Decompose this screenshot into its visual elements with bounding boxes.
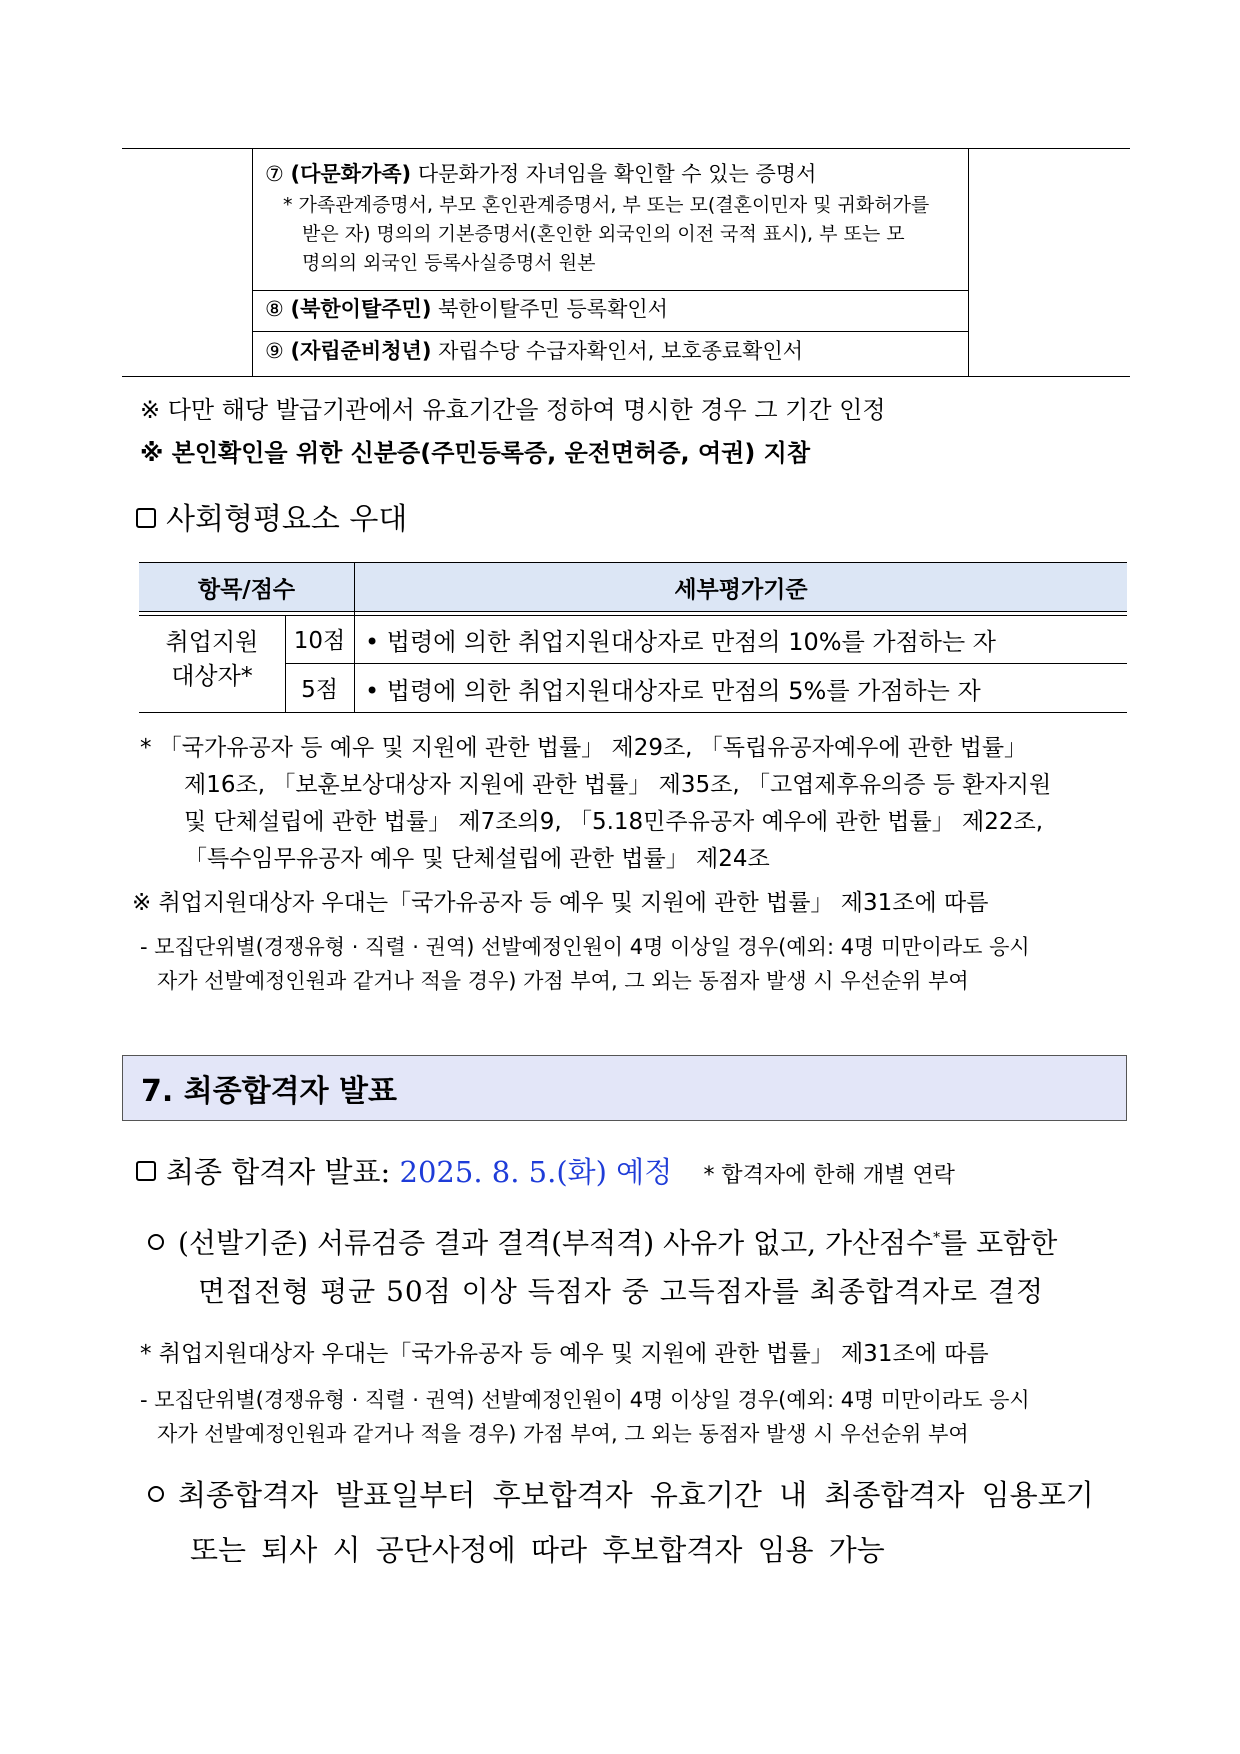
law-footnote-line-4: 「특수임무유공자 예우 및 단체설립에 관한 법률」 제24조 <box>184 846 770 872</box>
law-footnote-line-3: 및 단체설립에 관한 법률」 제7조의9, 「5.18민주유공자 예우에 관한 법률」 제22조, <box>184 809 1044 835</box>
announcement-line <box>136 1152 955 1196</box>
document-item-8: ⑧ (북한이탈주민) 북한이탈주민 등록확인서 <box>265 297 668 321</box>
section7-preference-note: * 취업지원대상자 우대는「국가유공자 등 예우 및 지원에 관한 법률」 제31조에 따름 <box>140 1341 989 1367</box>
document-item-7: ⑦ (다문화가족) 다문화가정 자녀임을 확인할 수 있는 증명서 <box>265 162 817 186</box>
id-card-note: ※ 본인확인을 위한 신분증(주민등록증, 운전면허증, 여권) 지참 <box>140 439 811 467</box>
social-section-title: 사회형평요소 우대 <box>136 500 407 540</box>
announce-date: 2025. 8. 5.(화) 예정 <box>399 1155 673 1189</box>
checkbox-square-icon <box>136 1161 156 1181</box>
social-score-table <box>139 562 1127 714</box>
category-line-1: 취업지원 <box>165 628 259 656</box>
header-criteria: 세부평가기준 <box>674 577 808 603</box>
category-line-2: 대상자* <box>171 662 253 690</box>
score-10: 10점 <box>293 628 346 654</box>
section7-dash-line-1: - 모집단위별(경쟁유형 · 직렬 · 권역) 선발예정인원이 4명 이상일 경우(예외: 4명 미만이라도 응시 <box>140 1388 1030 1412</box>
law-footnote-line-1: * 「국가유공자 등 예우 및 지원에 관한 법률」 제29조, 「독립유공자예우에 관한 법률」 <box>140 735 1028 761</box>
criteria-10: • 법령에 의한 취업지원대상자로 만점의 10%를 가점하는 자 <box>365 628 996 656</box>
checkbox-square-icon <box>136 508 156 528</box>
validity-note: ※ 다만 해당 발급기관에서 유효기간을 정하여 명시한 경우 그 기간 인정 <box>140 396 886 424</box>
section-7-banner <box>122 1055 1127 1121</box>
score-5: 5점 <box>301 677 338 703</box>
document-item-9: ⑨ (자립준비청년) 자립수당 수급자확인서, 보호종료확인서 <box>265 339 804 363</box>
section7-dash-line-2: 자가 선발예정인원과 같거나 적을 경우) 가점 부여, 그 외는 동점자 발생 시 우선순위 부여 <box>157 1422 969 1446</box>
selection-criteria-line-2: 면접전형 평균 50점 이상 득점자 중 고득점자를 최종합격자로 결정 <box>198 1275 1045 1308</box>
preference-note: ※ 취업지원대상자 우대는「국가유공자 등 예우 및 지원에 관한 법률」 제31조에 따름 <box>132 890 989 916</box>
dash-note-line-2: 자가 선발예정인원과 같거나 적을 경우) 가점 부여, 그 외는 동점자 발생 시 우선순위 부여 <box>157 969 969 993</box>
selection-criteria-line-1: (선발기준) 서류검증 결과 결격(부적격) 사유가 없고, 가산점수*를 포함한 <box>148 1218 1057 1263</box>
reserve-line-2: 또는 퇴사 시 공단사정에 따라 후보합격자 임용 가능 <box>190 1533 885 1567</box>
item-7-note-line-3: 명의의 외국인 등록사실증명서 원본 <box>302 252 596 274</box>
header-item-score: 항목/점수 <box>197 577 296 603</box>
announce-note: * 합격자에 한해 개별 연락 <box>703 1163 955 1188</box>
circle-bullet-icon <box>148 1234 164 1250</box>
section-7-heading: 7. 최종합격자 발표 <box>141 1074 398 1109</box>
reserve-line-1: 최종합격자 발표일부터 후보합격자 유효기간 내 최종합격자 임용포기 <box>148 1475 1094 1515</box>
item-7-note-line-2: 받은 자) 명의의 기본증명서(혼인한 외국인의 이전 국적 표시), 부 또는 모 <box>302 223 905 245</box>
law-footnote-line-2: 제16조, 「보훈보상대상자 지원에 관한 법률」 제35조, 「고엽제후유의증 등 환자지원 <box>184 772 1052 798</box>
dash-note-line-1: - 모집단위별(경쟁유형 · 직렬 · 권역) 선발예정인원이 4명 이상일 경우(예외: 4명 미만이라도 응시 <box>140 935 1030 959</box>
announce-label: 최종 합격자 발표: <box>166 1155 391 1189</box>
criteria-5: • 법령에 의한 취업지원대상자로 만점의 5%를 가점하는 자 <box>365 677 981 705</box>
circle-bullet-icon <box>148 1486 164 1502</box>
item-7-note-line-1: * 가족관계증명서, 부모 혼인관계증명서, 부 또는 모(결혼이민자 및 귀화허가를 <box>283 194 930 216</box>
